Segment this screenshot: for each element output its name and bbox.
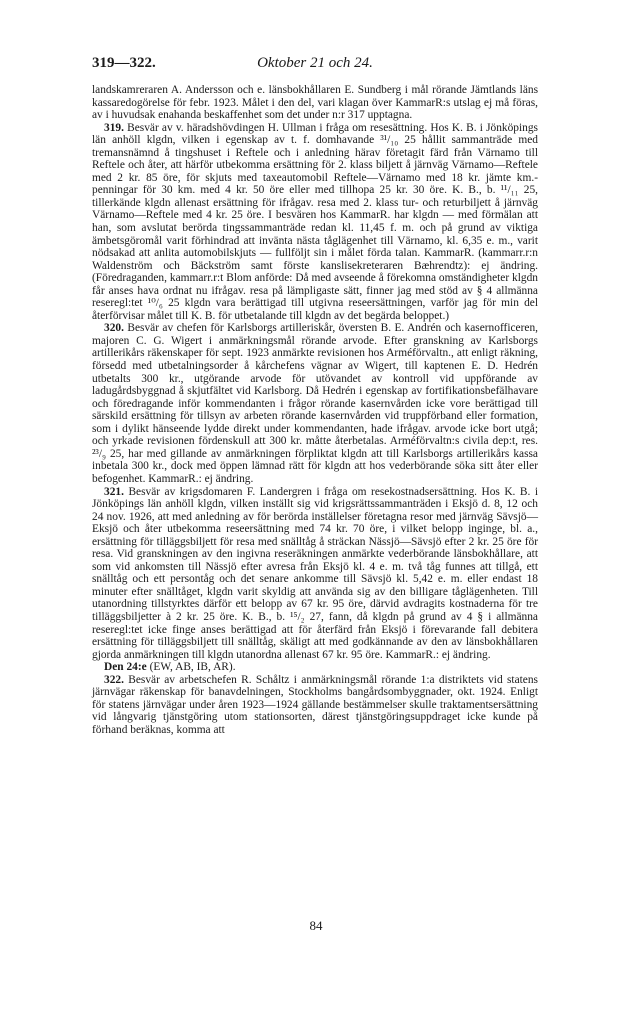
session-heading (92, 661, 538, 674)
session-members: (EW, AB, IB, AR). (149, 661, 236, 674)
paragraph-321 (92, 486, 538, 662)
paragraph-continuation (92, 84, 538, 122)
paragraph-text: Besvär av v. häradshövdingen H. Ullman i fråga om resesättning. Hos K. B. i Jönköpings län anhöll klgdn, vilken i egenskap av t. f. domhavande ³¹/₁₀ 25 hållit sammanträde med tremansnämnd å tingshuset i Reftele och i anledning härav företagit färd från Värnamo till Reftele och åter, att härför utbekomma ersättning för 2. klass biljett å järnväg Värnamo—Reftele med 2 kr. 85 öre, för skjuts med taxeautomobil Reftele—Värnamo med 18 kr. jämte km.-penningar för 30 km. med 4 kr. 50 öre eller med tillhopa 25 kr. 30 öre. K. B., b. ¹¹/₁₁ 25, tillerkände klgdn allenast ersättning för ifrågav. resa med 2. klass tur- och returbiljett å järnväg Värnamo—Reftele med 4 kr. 25 öre. I besvären hos KammarR. har klgdn — med förmälan att han, som avslutat berörda tingssammanträde redan kl. 11,45 f. m. och på grund av viktiga ämbetsgöromål varit förhindrad att invänta nästa tåglägenhet till Värnamo, kl. 6,35 e. m., varit nödsakad att anlita automobilskjuts — fullföljt sin i målet förda talan. KammarR. (kammarr.r:n Waldenström och Bäckström samt förste kanslisekreteraren Bæhrendtz): ej ändring. (Föredraganden, kammarr.r:t Blom anförde: Då med avseende å förekomna omständigheter klgdn får anses hava ordnat nu ifrågav. resa på lämpligaste sätt, finner jag med stöd av § 4 allmänna reseregl:tet ¹⁰/₆ 25 klgdn vara berättigad till utgivna reseersättningen, varför jag för min del återförvisar målet till K. B. för utbetalande till klgdn av det begärda beloppet.) (92, 121, 538, 322)
page-number: 84 (309, 918, 323, 933)
case-number: 322. (104, 673, 124, 686)
paragraph-text: Besvär av chefen för Karlsborgs artilleriskår, översten B. E. Andrén och kasernofficeren, majoren C. G. Wigert i anmärkningsmål rörande arvode. Efter granskning av Karlsborgs artillerikårs räkenskaper för sept. 1923 anmärkte revisionen hos Arméförvaltn., att enligt räkning, försedd med utbetalningsorder å kårchefens vägnar av Wigert, till kaptenen E. D. Hedrén utbetalts 300 kr., utgörande arvode för utövandet av kontroll vid uppförande av ladugårdsbyggnad å skjutfältet vid Karlsborg. Då Hedrén i egenskap av fortifikationsbefälhavare och föredragande inför kommendanten i frågor rörande kasernvården icke vore berättigad till särskild ersättning för tillsyn av arbeten rörande kasernvården vid truppförband eller formation, som i dylikt hänseende lydde direkt under kommendanten, hade ifrågav. arvode icke bort utgå; och yrkade revisionen fördenskull att 300 kr. måtte återbetalas. Arméförvaltn:s civila dep:t, res. ²³/₉ 25, har med gillande av anmärkningen förpliktat klgdn att till Karlsborgs artillerikårs kassa inbetala 300 kr., dock med öppen lämnad rätt för klgdn att hos vederbörande söka sitt åter eller befogenhet. KammarR.: ej ändring. (92, 322, 538, 485)
paragraph-319 (92, 122, 538, 323)
paragraph-320 (92, 322, 538, 485)
paragraph-322 (92, 674, 538, 737)
paragraph-text: landskamreraren A. Andersson och e. länsbokhållaren E. Sundberg i mål rörande Jämtlands läns kassaredogörelse för febr. 1923. Målet i den del, vari klagan över KammarR:s utslag ej må föras, av i huvudsak enahanda beskaffenhet som det under n:r 317 upptagna. (92, 84, 538, 122)
paragraph-text: Besvär av krigsdomaren F. Landergren i fråga om resekostnadsersättning. Hos K. B. i Jönköpings län anhöll klgdn, vilken inställt sig vid krigsrättssammanträden i Eksjö d. 8, 12 och 24 nov. 1926, att med anledning av för berörda inställelser företagna resor med järnväg Sävsjö—Eksjö och åter utbekomma reseersättning med 74 kr. 70 öre, i vilket belopp inginge, bl. a., ersättning för tilläggsbiljett för resa med snälltåg å sträckan Nässjö—Sävsjö efter 2 kr. 25 öre för resa. Vid granskningen av den ingivna reseräkningen anmärkte vederbörande länsbokhållare, att som vid ankomsten till Nässjö efter avresa från Eksjö kl. 4 e. m. två tåg funnes att tillgå, ett snälltåg och ett persontåg och det senare ankomme till Sävsjö kl. 5,42 e. m. eller endast 18 minuter efter snälltåget, klgdn varit skyldig att använda sig av den billigare tåglägenheten. Till utanordning tillstyrktes därför ett belopp av 67 kr. 95 öre, därvid avdragits kostnaderna för tre tilläggsbiljetter à 2 kr. 25 öre. K. B., b. ¹⁵/₂ 27, fann, då klgdn på grund av 4 § i allmänna reseregl:tet icke finge anses berättigad att för återfärd från Eksjö i förevarande fall debitera ersättning för tilläggsbiljett till snälltåg, skäligt att med godkännande av den av länsbokhållaren gjorda anmärkningen till klgdn utanordna allenast 67 kr. 95 öre. KammarR.: ej ändring. (92, 485, 538, 661)
case-number: 321. (104, 485, 124, 498)
page-header (92, 55, 538, 77)
paragraph-text: Besvär av arbetschefen R. Schåltz i anmärkningsmål rörande 1:a distriktets vid statens järnvägar räkenskap för banavdelningen, Stockholms bangårdsombyggnader, okt. 1924. Enligt för statens järnvägar under åren 1923—1924 gällande bestämmelser skulle traktamentsersättning vid långvarig tjänstgöring utom stationsorten, därest tjänstgöringsuppdraget icke kunde på förhand beräknas, komma att (92, 673, 538, 736)
header-date: Oktober 21 och 24. (257, 55, 373, 71)
body-text (92, 84, 538, 736)
case-number: 320. (104, 322, 124, 335)
case-number: 319. (104, 121, 124, 134)
case-range: 319—322. (92, 55, 156, 71)
session-date: Den 24:e (104, 661, 147, 674)
